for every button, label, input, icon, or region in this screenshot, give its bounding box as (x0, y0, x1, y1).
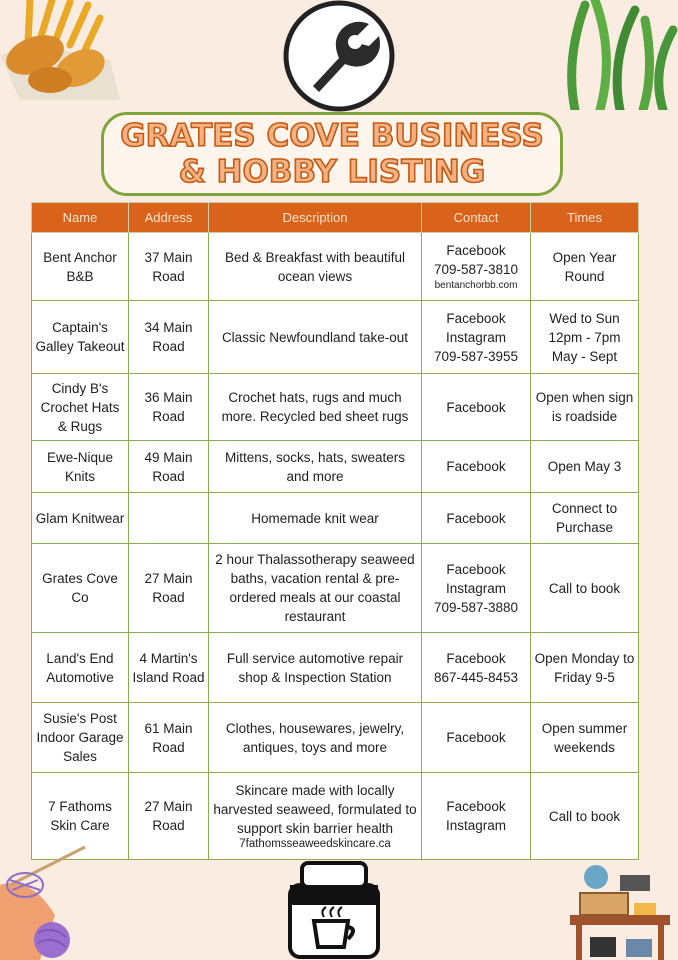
business-address: 34 Main Road (129, 301, 209, 374)
business-times: Open May 3 (531, 441, 639, 493)
title-line-2: & HOBBY LISTING (178, 154, 486, 190)
column-header-address: Address (129, 203, 209, 233)
business-description: Bed & Breakfast with beautiful ocean views (209, 233, 422, 301)
business-name: Susie's Post Indoor Garage Sales (32, 703, 129, 773)
business-address: 37 Main Road (129, 233, 209, 301)
table-header-row (32, 203, 639, 233)
contact-line: Instagram (445, 580, 507, 596)
table-row (32, 441, 639, 493)
description-website: 7fathomsseaweedskincare.ca (239, 838, 391, 850)
seaweed-illustration (555, 0, 678, 110)
table-row (32, 633, 639, 703)
description-text: Skincare made with locally harvested seaweed, formulated to support skin barrier health (213, 783, 417, 836)
contact-line: Facebook (446, 730, 506, 745)
business-times: Open when sign is roadside (531, 374, 639, 441)
business-address: 61 Main Road (129, 703, 209, 773)
business-name: Ewe-Nique Knits (32, 441, 129, 493)
business-description: Clothes, housewares, jewelry, antiques, toys and more (209, 703, 422, 773)
table-row (32, 374, 639, 441)
business-times: Call to book (531, 773, 639, 860)
garage-sale-illustration (566, 855, 678, 960)
contact-line: Facebook (446, 310, 506, 326)
title-banner (101, 112, 563, 196)
knitting-hands-illustration (0, 845, 95, 960)
business-times: Open Year Round (531, 233, 639, 301)
business-description: 2 hour Thalassotherapy seaweed baths, vacation rental & pre-ordered meals at our coastal restaurant (209, 544, 422, 633)
column-header-name: Name (32, 203, 129, 233)
business-name: Cindy B's Crochet Hats & Rugs (32, 374, 129, 441)
contact-line: 709-587-3955 (433, 348, 519, 364)
contact-website: bentanchorbb.com (434, 280, 518, 291)
business-times: Connect to Purchase (531, 493, 639, 544)
column-header-contact: Contact (422, 203, 531, 233)
column-header-description: Description (209, 203, 422, 233)
business-contact (422, 703, 531, 773)
business-name: Glam Knitwear (32, 493, 129, 544)
business-name: Grates Cove Co (32, 544, 129, 633)
business-address: 27 Main Road (129, 544, 209, 633)
business-description: Mittens, socks, hats, sweaters and more (209, 441, 422, 493)
wrench-logo-icon (283, 0, 395, 112)
contact-line: Instagram (445, 329, 507, 345)
contact-line: Facebook (446, 243, 506, 258)
contact-line: 709-587-3880 (433, 599, 519, 615)
business-address: 49 Main Road (129, 441, 209, 493)
business-description (209, 773, 422, 860)
table-row (32, 544, 639, 633)
business-name: Land's End Automotive (32, 633, 129, 703)
business-contact (422, 374, 531, 441)
business-description: Classic Newfoundland take-out (209, 301, 422, 374)
business-listing-table (31, 202, 639, 860)
contact-line: Facebook (446, 561, 506, 577)
business-contact (422, 301, 531, 374)
contact-line: Facebook (446, 650, 506, 666)
business-address (129, 493, 209, 544)
fries-chicken-illustration (0, 0, 125, 100)
contact-line: Facebook (446, 459, 506, 474)
business-contact (422, 441, 531, 493)
business-description: Full service automotive repair shop & Inspection Station (209, 633, 422, 703)
contact-line: 867-445-8453 (433, 669, 519, 685)
business-contact (422, 773, 531, 860)
business-contact (422, 633, 531, 703)
column-header-times: Times (531, 203, 639, 233)
table-row (32, 773, 639, 860)
bed-coffee-icon (286, 857, 382, 960)
table-row (32, 493, 639, 544)
business-contact (422, 493, 531, 544)
contact-line: Facebook (446, 799, 506, 814)
business-name: 7 Fathoms Skin Care (32, 773, 129, 860)
business-description: Homemade knit wear (209, 493, 422, 544)
business-address: 36 Main Road (129, 374, 209, 441)
business-times: Open summer weekends (531, 703, 639, 773)
table-row (32, 301, 639, 374)
business-times: Wed to Sun 12pm - 7pm May - Sept (531, 301, 639, 374)
table-row (32, 233, 639, 301)
business-contact (422, 544, 531, 633)
business-description: Crochet hats, rugs and much more. Recycled bed sheet rugs (209, 374, 422, 441)
table-row (32, 703, 639, 773)
title-line-1: GRATES COVE BUSINESS (120, 118, 544, 154)
business-name: Captain's Galley Takeout (32, 301, 129, 374)
business-address: 27 Main Road (129, 773, 209, 860)
business-address: 4 Martin's Island Road (129, 633, 209, 703)
business-times: Call to book (531, 544, 639, 633)
business-name: Bent Anchor B&B (32, 233, 129, 301)
business-contact (422, 233, 531, 301)
business-times: Open Monday to Friday 9-5 (531, 633, 639, 703)
contact-line: 709-587-3810 (433, 262, 519, 277)
contact-line: Facebook (446, 399, 506, 415)
contact-line: Facebook (446, 510, 506, 526)
contact-line: Instagram (445, 818, 507, 833)
